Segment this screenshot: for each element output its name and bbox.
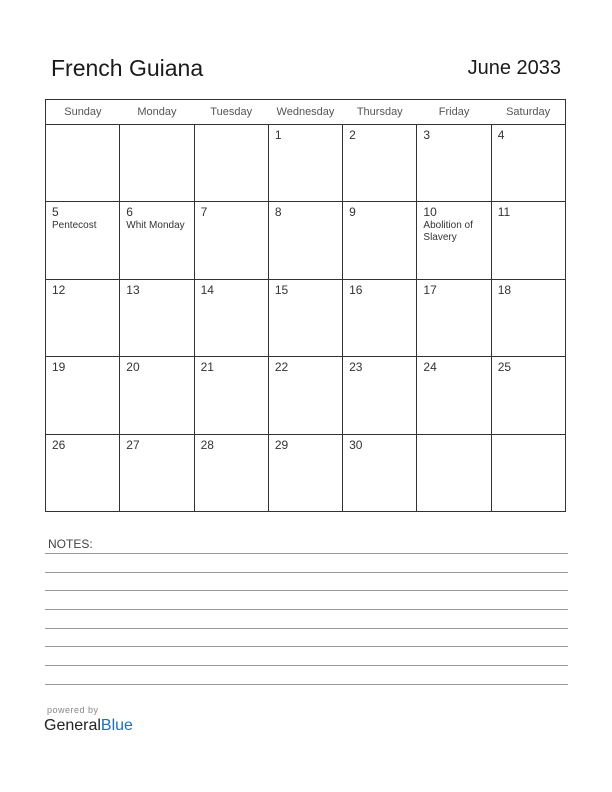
- weekday-wednesday: Wednesday: [268, 100, 342, 125]
- day-cell: [268, 279, 342, 356]
- note-line: [45, 665, 568, 666]
- day-number: 24: [423, 360, 437, 375]
- holiday-label: Whit Monday: [126, 220, 185, 232]
- day-number: 14: [200, 282, 214, 297]
- day-cell: [46, 357, 120, 434]
- day-cell: [491, 202, 565, 279]
- day-number: 7: [200, 205, 208, 220]
- day-number: 1: [274, 128, 282, 142]
- brand-blue: Blue: [100, 717, 133, 734]
- day-number: 18: [497, 282, 512, 297]
- day-number: 22: [274, 360, 289, 375]
- day-cell: [417, 202, 491, 279]
- day-cell: [268, 357, 342, 434]
- day-cell: [46, 125, 120, 202]
- day-number: 13: [126, 282, 140, 297]
- brand-logo[interactable]: [44, 717, 133, 735]
- note-line: [45, 553, 568, 554]
- day-cell: [343, 202, 417, 279]
- day-cell: [120, 279, 194, 356]
- note-line: [45, 684, 568, 685]
- brand-general: General: [44, 717, 101, 734]
- weekday-tuesday: Tuesday: [194, 100, 268, 125]
- weekday-sunday: Sunday: [46, 100, 120, 125]
- note-line: [45, 590, 568, 591]
- day-cell: [343, 434, 417, 511]
- weekday-thursday: Thursday: [343, 100, 417, 125]
- day-cell: [268, 434, 342, 511]
- day-cell: [417, 125, 491, 202]
- month-year: June 2033: [467, 57, 561, 79]
- day-cell: [491, 434, 565, 511]
- day-cell: [46, 202, 120, 279]
- note-line: [45, 609, 568, 610]
- day-cell: [120, 125, 194, 202]
- day-number: 19: [52, 360, 66, 375]
- day-cell: [194, 125, 268, 202]
- day-cell: [491, 125, 565, 202]
- day-number: 17: [423, 282, 437, 297]
- notes-label: NOTES:: [48, 537, 93, 551]
- holiday-label: Abolition of Slavery: [423, 220, 473, 244]
- day-cell: [120, 357, 194, 434]
- day-cell: [194, 357, 268, 434]
- note-line: [45, 572, 568, 573]
- day-number: 23: [349, 360, 363, 375]
- day-cell: [46, 434, 120, 511]
- week-row: [46, 357, 566, 434]
- day-cell: [46, 279, 120, 356]
- day-cell: [268, 202, 342, 279]
- day-cell: [120, 434, 194, 511]
- holiday-label: Pentecost: [52, 220, 97, 232]
- day-number: 15: [274, 282, 289, 297]
- powered-by-label: powered by: [47, 705, 99, 715]
- weekday-saturday: Saturday: [491, 100, 565, 125]
- weekday-monday: Monday: [120, 100, 194, 125]
- note-line: [45, 628, 568, 629]
- day-cell: [194, 279, 268, 356]
- day-cell: [343, 357, 417, 434]
- calendar-grid: [45, 99, 566, 512]
- day-number: 21: [200, 360, 214, 375]
- week-row: [46, 202, 566, 279]
- week-row: [46, 125, 566, 202]
- day-cell: [343, 125, 417, 202]
- note-line: [45, 646, 568, 647]
- weekday-header-row: [46, 100, 566, 125]
- day-number: 4: [497, 128, 505, 142]
- day-number: 2: [349, 128, 356, 142]
- day-cell: [491, 357, 565, 434]
- day-number: 29: [274, 437, 289, 452]
- day-number: 12: [52, 282, 66, 297]
- week-row: [46, 279, 566, 356]
- day-cell: [120, 202, 194, 279]
- day-number: 9: [349, 205, 356, 220]
- day-cell: [268, 125, 342, 202]
- day-number: 27: [126, 437, 140, 452]
- weekday-friday: Friday: [417, 100, 491, 125]
- day-cell: [194, 202, 268, 279]
- day-cell: [417, 279, 491, 356]
- day-number: 30: [349, 437, 363, 452]
- day-cell: [194, 434, 268, 511]
- day-cell: [343, 279, 417, 356]
- week-row: [46, 434, 566, 511]
- day-cell: [491, 279, 565, 356]
- day-number: 6: [126, 205, 133, 220]
- day-number: 11: [497, 205, 511, 220]
- day-number: 5: [52, 205, 59, 220]
- day-number: 16: [349, 282, 363, 297]
- day-number: 26: [52, 437, 66, 452]
- day-cell: [417, 434, 491, 511]
- day-number: 25: [497, 360, 512, 375]
- day-number: 20: [126, 360, 140, 375]
- calendar-title: French Guiana: [51, 55, 204, 81]
- day-number: 10: [423, 205, 437, 220]
- day-number: 8: [274, 205, 282, 220]
- day-number: 28: [200, 437, 214, 452]
- day-cell: [417, 357, 491, 434]
- day-number: 3: [423, 128, 431, 142]
